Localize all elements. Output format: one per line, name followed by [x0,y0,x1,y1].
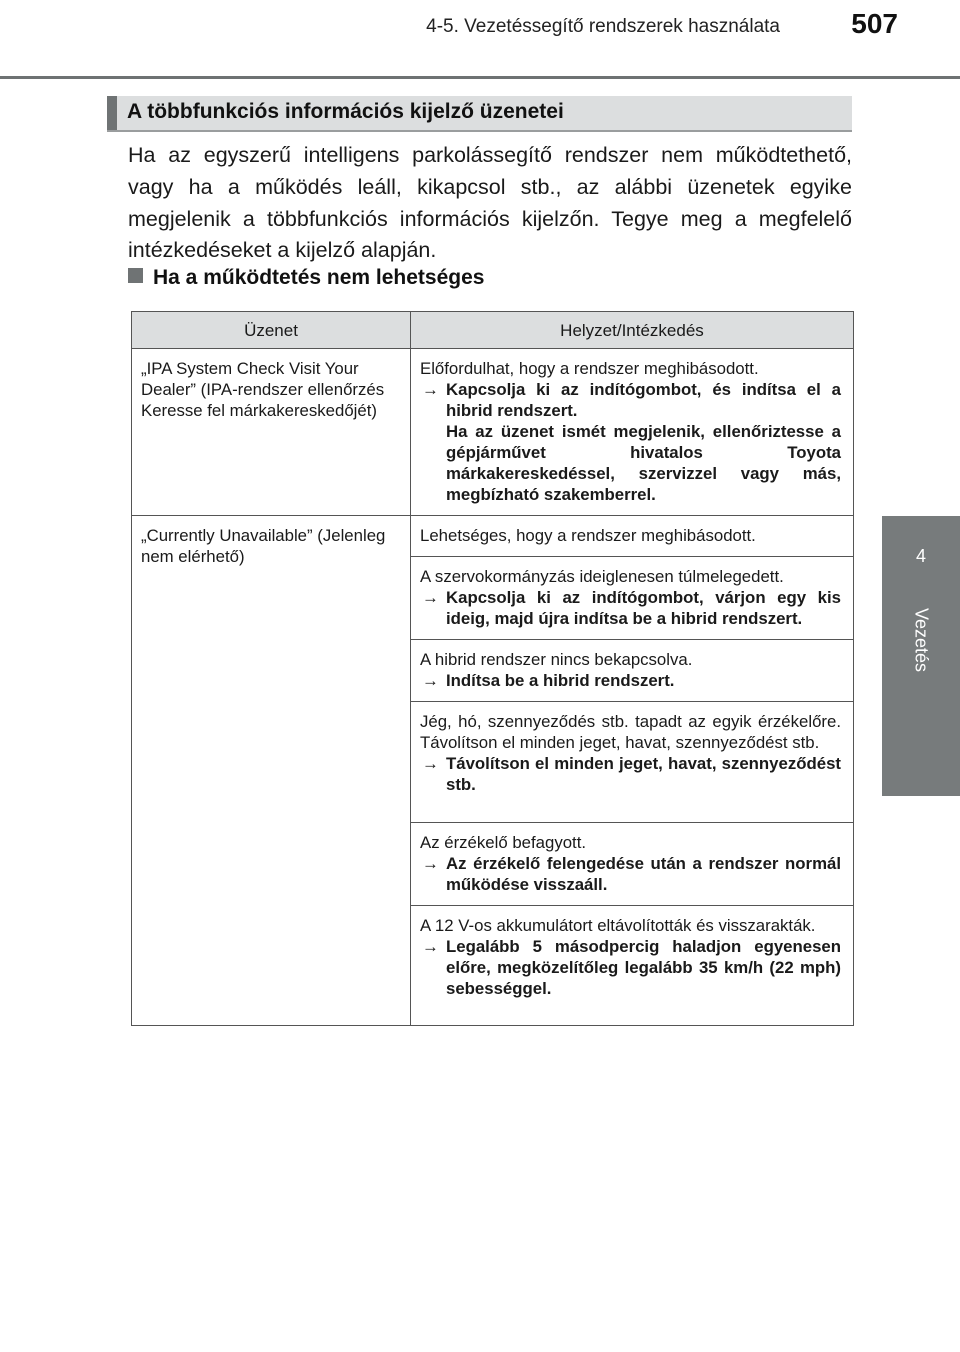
arrow-right-icon: → [422,380,439,399]
action-item [420,853,841,895]
action-note: Ha az üzenet ismét megjelenik, ellenőriztesse a gépjárművet hivatalos Toyota márkakereskedéssel, szervizzel vagy más, megbízható szakemberrel. [446,422,841,504]
subheading [128,266,484,290]
action-text: Indítsa be a hibrid rendszert. [446,671,675,690]
table-header-row [132,312,854,349]
action-item [420,379,841,505]
intro-paragraph: Ha az egyszerű intelligens parkolássegítő rendszer nem működtethető, vagy ha a működés leáll, kikapcsol stb., az alábbi üzenetek egyike megjelenik a többfunkciós információs kijelzőn. Tegye meg a megfelelő intézkedéseket a kijelző alapján. [128,143,852,263]
section-bar-accent [107,96,117,130]
action-text: Legalább 5 másodpercig haladjon egyenesen előre, megközelítőleg legalább 35 km/h (22 mph) sebességgel. [446,937,841,998]
situation-text: Lehetséges, hogy a rendszer meghibásodott. [420,526,756,545]
situation-text: Jég, hó, szennyeződés stb. tapadt az egyik érzékelőre. Távolítson el minden jeget, havat, szennyeződést stb. [420,712,841,752]
situation-cell [411,557,854,640]
situation-text: Az érzékelő befagyott. [420,833,587,852]
running-header-title: 4-5. Vezetéssegítő rendszerek használata [426,16,780,37]
action-item [420,587,841,629]
action-item [420,670,841,691]
situation-text: A 12 V-os akkumulátort eltávolították és visszarakták. [420,916,816,935]
messages-table [131,311,854,1026]
table-row [132,516,854,557]
square-bullet-icon [128,268,143,283]
message-cell: „IPA System Check Visit Your Dealer” (IPA-rendszer ellenőrzés Keresse fel márkakereskedőjét) [132,349,411,516]
header-situation: Helyzet/Intézkedés [411,312,854,349]
chapter-number: 4 [915,546,926,566]
table-body [132,349,854,1026]
situation-cell [411,516,854,557]
message-cell: „Currently Unavailable” (Jelenleg nem elérhető) [132,516,411,1026]
table-row [132,349,854,516]
section-title: A többfunkciós információs kijelző üzenetei [127,100,564,123]
situation-cell [411,349,854,516]
situation-cell [411,702,854,823]
page-number: 507 [851,8,898,39]
action-text: Az érzékelő felengedése után a rendszer normál működése visszaáll. [446,854,841,894]
subheading-text: Ha a működtetés nem lehetséges [153,266,485,289]
arrow-right-icon: → [422,854,439,873]
section-title-bar [107,96,852,132]
action-item [420,753,841,795]
action-item [420,936,841,999]
arrow-right-icon: → [422,588,439,607]
header-rule [0,76,960,79]
header-message: Üzenet [132,312,411,349]
action-text: Távolítson el minden jeget, havat, szennyeződést stb. [446,754,841,794]
chapter-label: Vezetés [911,608,932,673]
arrow-right-icon: → [422,937,439,956]
arrow-right-icon: → [422,671,439,690]
chapter-side-tab [882,516,960,796]
situation-text: A hibrid rendszer nincs bekapcsolva. [420,650,693,669]
action-text: Kapcsolja ki az indítógombot, várjon egy kis ideig, majd újra indítsa be a hibrid rendszert. [446,588,841,628]
situation-cell [411,640,854,702]
situation-text: A szervokormányzás ideiglenesen túlmelegedett. [420,567,784,586]
situation-cell [411,906,854,1026]
situation-text: Előfordulhat, hogy a rendszer meghibásodott. [420,359,759,378]
arrow-right-icon: → [422,754,439,773]
action-text: Kapcsolja ki az indítógombot, és indítsa el a hibrid rendszert. [446,380,841,420]
situation-cell [411,823,854,906]
